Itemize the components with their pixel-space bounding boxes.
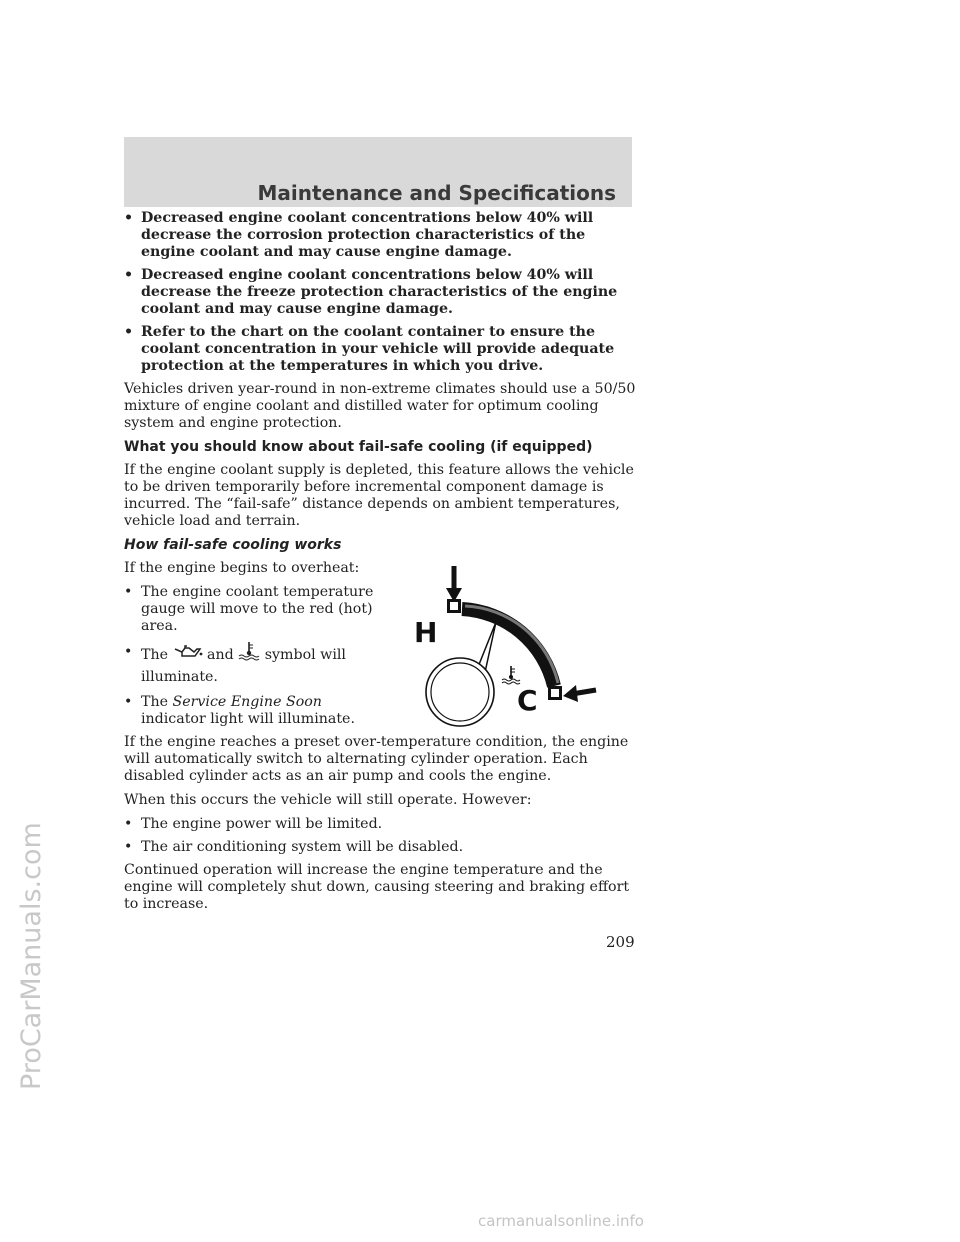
bullet-dot: • bbox=[124, 324, 134, 340]
list-item: • The engine power will be limited. bbox=[124, 816, 383, 832]
mixture-paragraph: Vehicles driven year-round in non-extreme climates should use a 50/50 mixture of engine coolant and distilled water for optimum cooling system and engine protection. bbox=[124, 381, 636, 431]
occurs-paragraph: When this occurs the vehicle will still operate. However: bbox=[124, 792, 532, 808]
how-it-works-heading: How fail-safe cooling works bbox=[124, 537, 342, 553]
bullet-dot: • bbox=[124, 584, 133, 600]
list-item: • Decreased engine coolant concentrations below 40% will decrease the corrosion protection characteristics of the engine coolant and may cause engine damage. bbox=[124, 210, 594, 260]
page-number: 209 bbox=[606, 933, 635, 951]
bullet-dot: • bbox=[124, 644, 133, 660]
section-title: Maintenance and Specifications bbox=[257, 181, 616, 205]
bullet-dot: • bbox=[124, 694, 133, 710]
bullet-dot: • bbox=[124, 210, 134, 226]
list-item: • Refer to the chart on the coolant container to ensure the coolant concentration in your vehicle will provide adequate protection at the temperatures in which you drive. bbox=[124, 324, 615, 374]
list-item: • Decreased engine coolant concentrations below 40% will decrease the freeze protection characteristics of the engine coolant and may cause engine damage. bbox=[124, 267, 618, 317]
gauge-coolant-icon bbox=[502, 666, 520, 684]
temperature-gauge-illustration bbox=[414, 562, 600, 732]
list-item: • The Service Engine Soon indicator light will illuminate. bbox=[124, 694, 355, 727]
coolant-temperature-icon bbox=[238, 641, 260, 661]
failsafe-heading: What you should know about fail-safe cooling (if equipped) bbox=[124, 439, 593, 455]
preset-paragraph: If the engine reaches a preset over-temperature condition, the engine will automatically switch to alternating cylinder operation. Each disabled cylinder acts as an air pump and cools the engine. bbox=[124, 734, 629, 784]
overheat-intro: If the engine begins to overheat: bbox=[124, 560, 360, 576]
list-item: • The air conditioning system will be disabled. bbox=[124, 839, 464, 855]
gauge-cold-label: C bbox=[517, 684, 538, 717]
section-header-band bbox=[124, 137, 632, 207]
list-item: • The engine coolant temperature gauge will move to the red (hot) area. bbox=[124, 584, 374, 634]
failsafe-paragraph: If the engine coolant supply is depleted, this feature allows the vehicle to be driven temporarily before incremental component damage is incurred. The “fail-safe” distance depends on ambient temperatures, vehicle load and terrain. bbox=[124, 462, 634, 529]
footer-watermark: carmanualsonline.info bbox=[478, 1212, 644, 1230]
bullet-dot: • bbox=[124, 839, 133, 855]
list-item: • The and symbol will illuminate. bbox=[124, 641, 374, 688]
bullet-dot: • bbox=[124, 816, 133, 832]
bullet-dot: • bbox=[124, 267, 134, 283]
gauge-hot-label: H bbox=[414, 616, 438, 649]
oil-can-icon bbox=[173, 643, 203, 661]
side-watermark: ProCarManuals.com bbox=[16, 822, 47, 1090]
continued-paragraph: Continued operation will increase the engine temperature and the engine will completely shut down, causing steering and braking effort to increase. bbox=[124, 862, 630, 912]
